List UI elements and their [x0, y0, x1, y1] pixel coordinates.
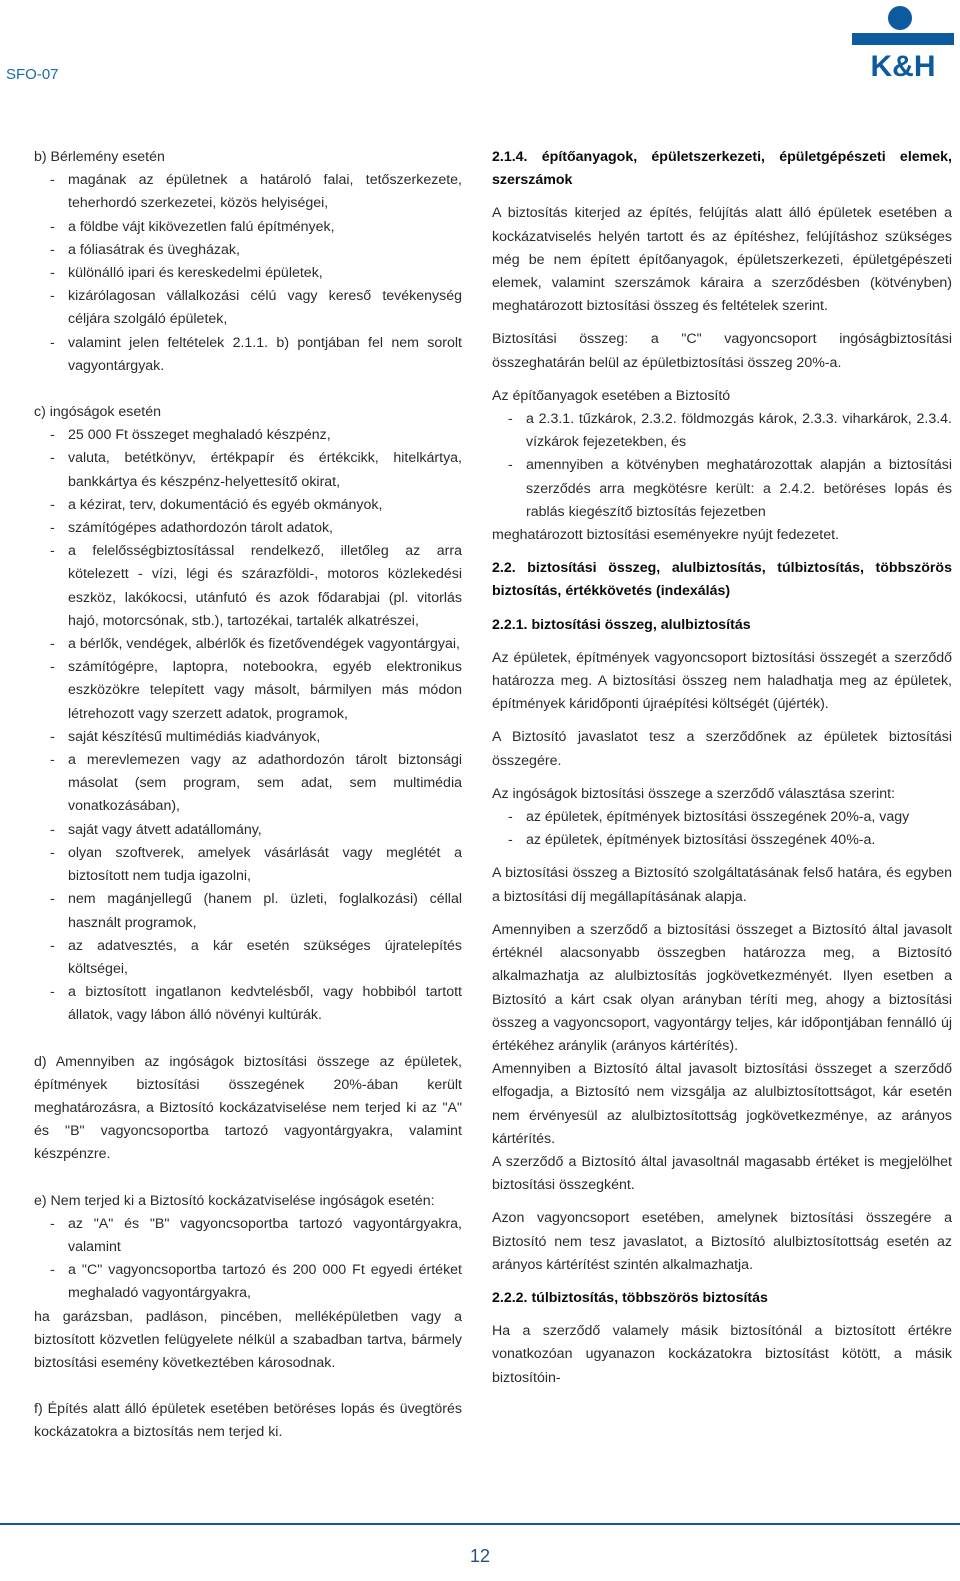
- list-item: - a merevlemezen vagy az adathordozón tárolt biztonsági másolat (sem program, sem adat, sem multimédia vonatkozásában),: [50, 752, 462, 815]
- list-item: - saját vagy átvett adatállomány,: [50, 821, 262, 838]
- list-item: - valuta, betétkönyv, értékpapír és értékcikk, hitelkártya, bankkártya és készpénz-helyettesítő okirat,: [50, 450, 462, 490]
- section-b-title: b) Bérlemény esetén: [34, 149, 165, 165]
- list-item: - a kézirat, terv, dokumentáció és egyéb okmányok,: [50, 496, 383, 513]
- list-item: - nem magánjellegű (hanem pl. üzleti, foglalkozási) céllal használt programok,: [50, 891, 462, 931]
- paragraph: Biztosítási összeg: a "C" vagyoncsoport ingóságbiztosítási összeghatárán belül az épületbiztosítási összeg 20%-a.: [492, 331, 952, 371]
- section-e: [34, 1190, 462, 1376]
- paragraph: Amennyiben a szerződő a biztosítási összeget a Biztosító által javasolt értéknél alacsonyabb összegben határozza meg, a Biztosító alkalmazhatja az alulbiztosítás jogkövetkezményét. Ilyen esetben a Biztosító a kárt csak olyan arányban téríti meg, ahogy a biztosítási összeg a vagyoncsoport, vagyontárgy teljes, kár időpontjában fennálló új értékéhez aránylik (arányos kártérítés).: [492, 921, 952, 1054]
- list-item: - magának az épületnek a határoló falai, tetőszerkezete, teherhordó szerkezetei, közös helyiségei,: [50, 172, 462, 212]
- list-item: - az épületek, építmények biztosítási összegének 40%-a.: [508, 832, 876, 849]
- paragraph: A biztosítási összeg a Biztosító szolgáltatásának felső határa, és egyben a biztosítási díj megállapításának alapja.: [492, 865, 952, 905]
- heading-2-2-1: 2.2.1. biztosítási összeg, alulbiztosítás: [492, 616, 751, 633]
- paragraph: A szerződő a Biztosító által javasoltnál magasabb értéket is megjelölhet biztosítási összegként.: [492, 1153, 952, 1194]
- list-item: - a "C" vagyoncsoportba tartozó és 200 000 Ft egyedi értéket meghaladó vagyontárgyakra,: [50, 1262, 462, 1302]
- list-item: - a felelősségbiztosítással rendelkező, illetőleg az arra kötelezett - vízi, légi és szárazföldi-, motoros közlekedési eszköz, lakókocsi, utánfutó és azok fődarabjai (pl. vitorlás hajó, motorcsónak, stb.), tartozékai, tartalék alkatrészei,: [50, 543, 462, 629]
- heading-2-2: 2.2. biztosítási összeg, alulbiztosítás, túlbiztosítás, többszörös biztosítás, értékkövetés (indexálás): [492, 560, 952, 600]
- list-item: - amennyiben a kötvényben meghatározottak alapján a biztosítási szerződés arra megkötésre került: a 2.4.2. betöréses lopás és rablás kiegészítő biztosítás fejezetben: [508, 457, 952, 520]
- heading-2-1-4: 2.1.4. építőanyagok, épületszerkezeti, épületgépészeti elemek, szerszámok: [492, 149, 952, 189]
- list-item: - az "A" és "B" vagyoncsoportba tartozó vagyontárgyakra, valamint: [50, 1215, 462, 1255]
- logo-text: K&H: [870, 50, 936, 80]
- section-f-text: f) Építés alatt álló épületek esetében betöréses lopás és üvegtörés kockázatokra a biztosítás nem terjed ki.: [34, 1401, 462, 1441]
- document-code: SFO-07: [6, 66, 59, 83]
- list-item: - a 2.3.1. tűzkárok, 2.3.2. földmozgás károk, 2.3.3. viharkárok, 2.3.4. vízkárok fejezetekben, és: [508, 411, 952, 451]
- right-column: [492, 146, 952, 1390]
- list-item: - olyan szoftverek, amelyek vásárlását vagy meglétét a biztosított nem tudja igazolni,: [50, 844, 462, 885]
- paragraph: Azon vagyoncsoport esetében, amelynek biztosítási összegére a Biztosító nem tesz javaslatot, a Biztosító alulbiztosítottság esetén az arányos kártérítést szintén alkalmazhatja.: [492, 1210, 952, 1273]
- left-column: [34, 146, 462, 1445]
- list-item: - kizárólagosan vállalkozási célú vagy kereső tevékenység céljára szolgáló épületek,: [50, 288, 462, 328]
- paragraph: meghatározott biztosítási eseményekre nyújt fedezetet.: [492, 527, 839, 544]
- paragraph: A Biztosító javaslatot tesz a szerződőnek az épületek biztosítási összegére.: [492, 729, 952, 769]
- list-item: - a fóliasátrak és üvegházak,: [50, 241, 240, 258]
- list-item: - a bérlők, vendégek, albérlők és fizetővendégek vagyontárgyai,: [50, 636, 460, 653]
- list-item: - az épületek, építmények biztosítási összegének 20%-a, vagy: [508, 809, 910, 826]
- paragraph: Az ingóságok biztosítási összege a szerződő választása szerint:: [492, 785, 895, 802]
- section-b: [34, 146, 462, 378]
- paragraph: Ha a szerződő valamely másik biztosítónál a biztosított értékre vonatkozóan ugyanazon kockázatokra biztosítást kötött, a másik biztosítóin-: [492, 1323, 952, 1386]
- heading-2-2-2: 2.2.2. túlbiztosítás, többszörös biztosítás: [492, 1289, 768, 1306]
- paragraph: Az építőanyagok esetében a Biztosító: [492, 387, 731, 404]
- section-c-title: c) ingóságok esetén: [34, 404, 161, 421]
- list-item: - a földbe vájt kikövezetlen falú építmények,: [50, 218, 335, 235]
- list-item: - az adatvesztés, a kár esetén szükséges újratelepítés költségei,: [50, 937, 462, 977]
- paragraph: A biztosítás kiterjed az építés, felújítás alatt álló épületek esetében a kockázatviselés helyén tartott és az építéshez, felújításhoz szükséges még be nem épített építőanyagok, épületszerkezeti, épületgépészeti elemek, valamint szerszámok káraira a szerződésben (kötvényben) meghatározott biztosítási összeg és feltételek szerint.: [492, 205, 952, 315]
- list-item: - valamint jelen feltételek 2.1.1. b) pontjában fel nem sorolt vagyontárgyak.: [50, 334, 462, 374]
- section-c: [34, 401, 462, 1027]
- list-item: - különálló ipari és kereskedelmi épületek,: [50, 265, 323, 282]
- paragraph: Az épületek, építmények vagyoncsoport biztosítási összegét a szerződő határozza meg. A biztosítási összeg nem haladhatja meg az épületek, építmények káridőponti újraépítési költségét (újérték).: [492, 649, 952, 713]
- list-item: - saját készítésű multimédiás kiadványok,: [50, 728, 321, 745]
- section-d-text: d) Amennyiben az ingóságok biztosítási összege az épületek, építmények biztosítási összegének 20%-ában került meghatározásra, a Biztosító kockázatviselése nem terjed ki az "A" és "B" vagyoncsoportba tartozó vagyontárgyakra, valamint készpénzre.: [34, 1053, 462, 1163]
- list-item: - a biztosított ingatlanon kedvtelésből, vagy hobbiból tartott állatok, vagy lábon álló növényi kultúrák.: [50, 984, 462, 1024]
- paragraph: Amennyiben a Biztosító által javasolt biztosítási összeget a szerződő elfogadja, a Biztosító nem vizsgálja az alulbiztosítottságot, kár esetén nem érvényesül az alulbiztosítottság jogkövetkezménye, az arányos kártérítés.: [492, 1061, 952, 1147]
- section-e-tail: ha garázsban, padláson, pincében, melléképületben vagy a biztosított közvetlen felügyelete nélkül a szabadban tartva, bármely biztosítási esemény következtében károsodnak.: [34, 1308, 462, 1371]
- list-item: - 25 000 Ft összeget meghaladó készpénz,: [50, 427, 331, 444]
- page-number: 12: [469, 1546, 491, 1566]
- footer-divider: [0, 1523, 960, 1525]
- list-item: - számítógépes adathordozón tárolt adatok,: [50, 520, 334, 537]
- list-item: - számítógépre, laptopra, notebookra, egyéb elektronikus eszközökre telepített vagy másolt, bármilyen más módon létrehozott vagy szerzett adatok, programok,: [50, 659, 462, 722]
- section-e-title: e) Nem terjed ki a Biztosító kockázatviselése ingóságok esetén:: [34, 1192, 435, 1209]
- kh-logo: [852, 0, 954, 80]
